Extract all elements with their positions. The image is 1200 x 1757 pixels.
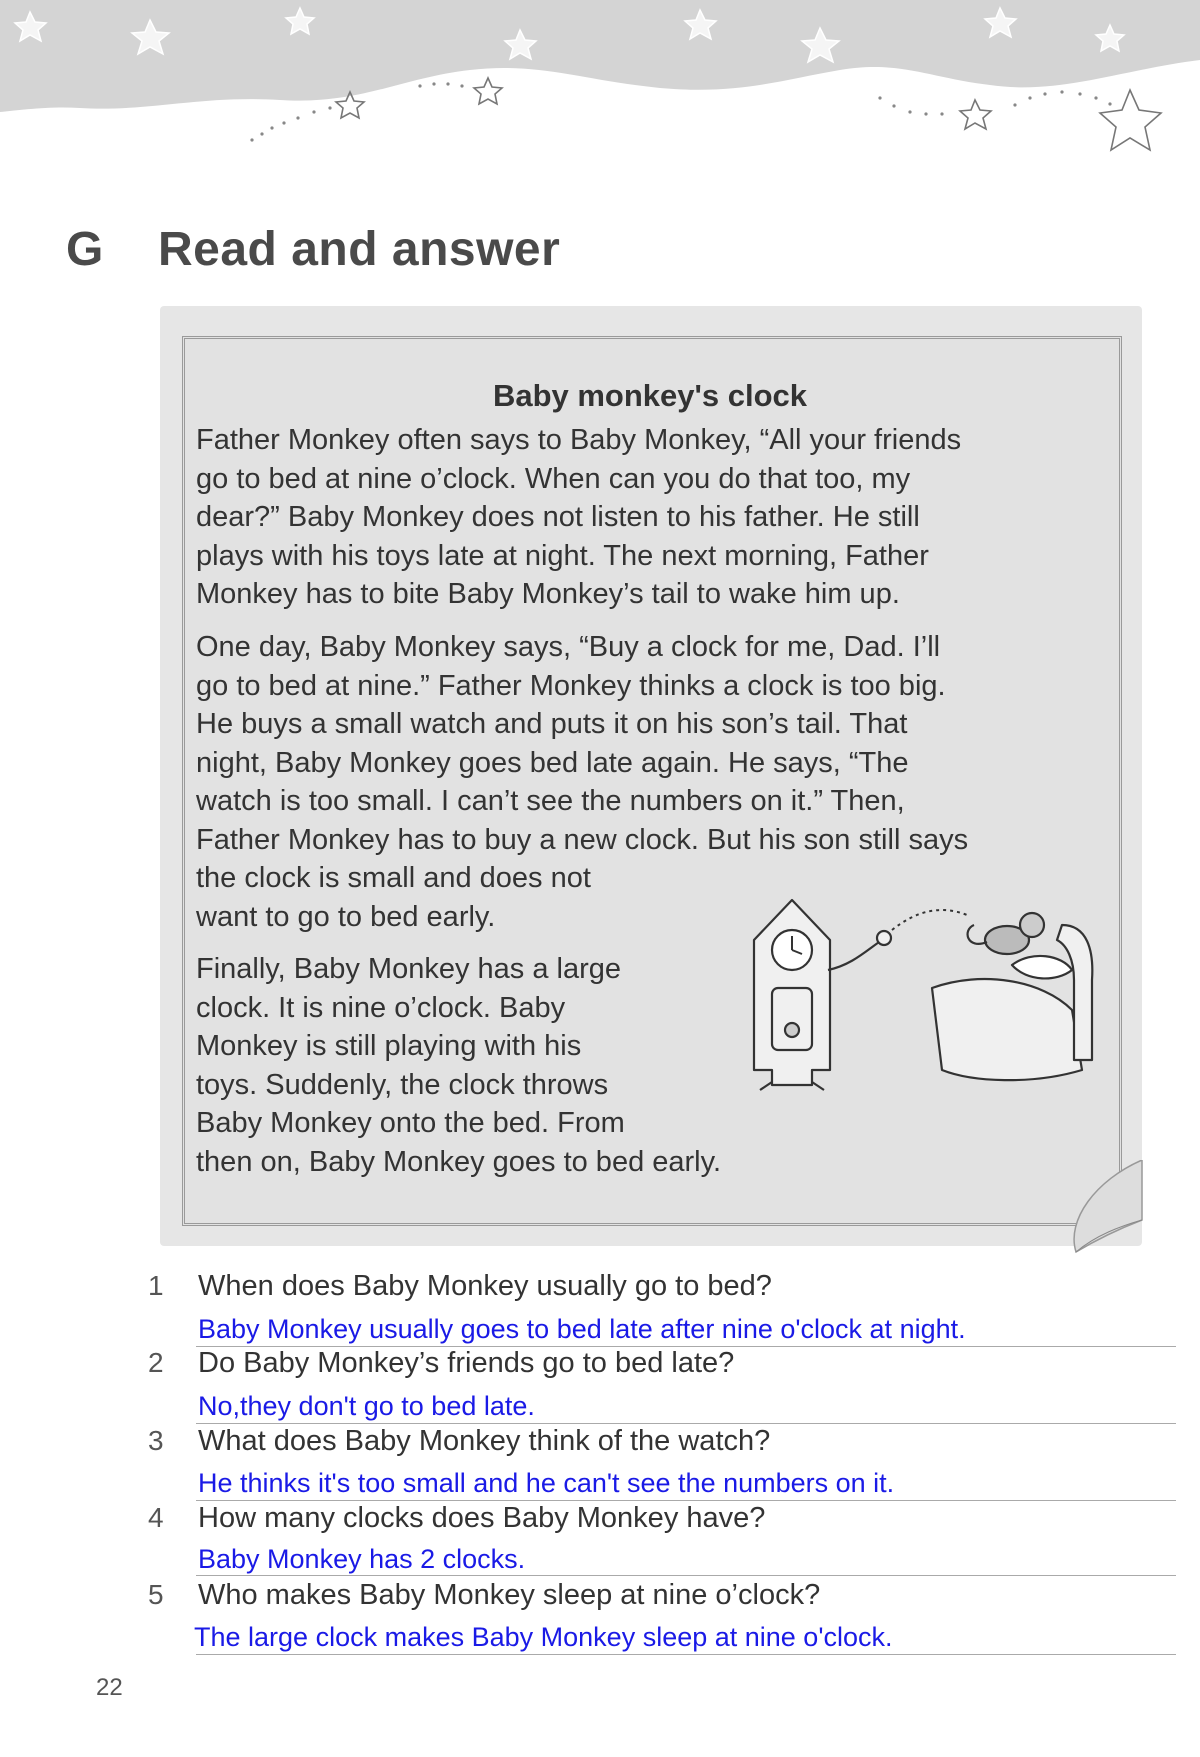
question-text: Who makes Baby Monkey sleep at nine o’clock? (198, 1579, 821, 1611)
story-line: He buys a small watch and puts it on his son’s tail. That (196, 708, 908, 740)
bed (932, 979, 1082, 1080)
question-number: 2 (148, 1347, 164, 1378)
story-line: then on, Baby Monkey goes to bed early. (196, 1145, 722, 1178)
star-outline-icon (1100, 90, 1161, 150)
answer-text: He thinks it's too small and he can't see the numbers on it. (198, 1468, 895, 1498)
section-title: Read and answer (158, 223, 561, 276)
story-line: dear?” Baby Monkey does not listen to his father. He still (196, 501, 920, 533)
question-number: 4 (148, 1502, 164, 1533)
pillow (1012, 956, 1072, 979)
story-line: go to bed at nine.” Father Monkey thinks a clock is too big. (196, 669, 946, 702)
monkey-head (1020, 913, 1044, 937)
star-outline-icon (474, 78, 502, 104)
question-text: How many clocks does Baby Monkey have? (198, 1502, 766, 1534)
question-text: What does Baby Monkey think of the watch? (198, 1425, 771, 1457)
answer-line (196, 1654, 1176, 1655)
star-banner (0, 0, 1200, 190)
story-line: One day, Baby Monkey says, “Buy a clock for me, Dad. I’ll (196, 631, 941, 663)
star-outline-icon (960, 100, 991, 129)
answer-text: Baby Monkey usually goes to bed late after nine o'clock at night. (198, 1314, 966, 1344)
clock-pendulum-window (772, 988, 812, 1050)
clock-monkey-illustration (742, 870, 1098, 1100)
story-line: toys. Suddenly, the clock throws (196, 1068, 609, 1101)
story-line: Baby Monkey onto the bed. From (196, 1107, 625, 1139)
question-number: 1 (148, 1270, 164, 1301)
story-line: plays with his toys late at night. The next morning, Father (196, 539, 929, 572)
answer-text: The large clock makes Baby Monkey sleep at nine o'clock. (194, 1622, 893, 1652)
story-line: clock. It is nine o’clock. Baby (196, 991, 566, 1024)
story-line: watch is too small. I can’t see the numbers on it.” Then, (196, 785, 905, 817)
section-letter: G (66, 223, 104, 276)
answer-text: No,they don't go to bed late. (198, 1391, 535, 1421)
story-line: the clock is small and does not (196, 862, 591, 894)
question-number: 5 (148, 1579, 164, 1610)
story-line: Father Monkey has to buy a new clock. But his son still says (196, 823, 969, 856)
answer-line (196, 1575, 1176, 1576)
clock-arm (828, 940, 882, 970)
answer-line (196, 1423, 1176, 1424)
story-line: Finally, Baby Monkey has a large (196, 953, 622, 985)
answer-line (196, 1500, 1176, 1501)
story-line: want to go to bed early. (196, 900, 496, 933)
story-line: Father Monkey often says to Baby Monkey, “All your friends (196, 424, 962, 456)
question-number: 3 (148, 1425, 164, 1456)
answer-text: Baby Monkey has 2 clocks. (198, 1544, 526, 1574)
page-curl (1036, 1160, 1146, 1256)
section-heading (66, 222, 560, 277)
story-line: Monkey has to bite Baby Monkey’s tail to wake him up. (196, 578, 900, 610)
banner-cloud (0, 0, 1200, 112)
story-title: Baby monkey's clock (492, 378, 808, 413)
story-paragraph-1 (196, 421, 961, 614)
story-line: go to bed at nine o’clock. When can you do that too, my (196, 462, 911, 495)
question-text: Do Baby Monkey’s friends go to bed late? (198, 1347, 735, 1379)
question-text: When does Baby Monkey usually go to bed? (198, 1270, 772, 1302)
story-paragraph-3 (196, 950, 721, 1181)
page-number: 22 (96, 1674, 123, 1701)
story-line: night, Baby Monkey goes bed late again. He says, “The (196, 746, 909, 779)
story-line: Monkey is still playing with his (196, 1030, 582, 1062)
